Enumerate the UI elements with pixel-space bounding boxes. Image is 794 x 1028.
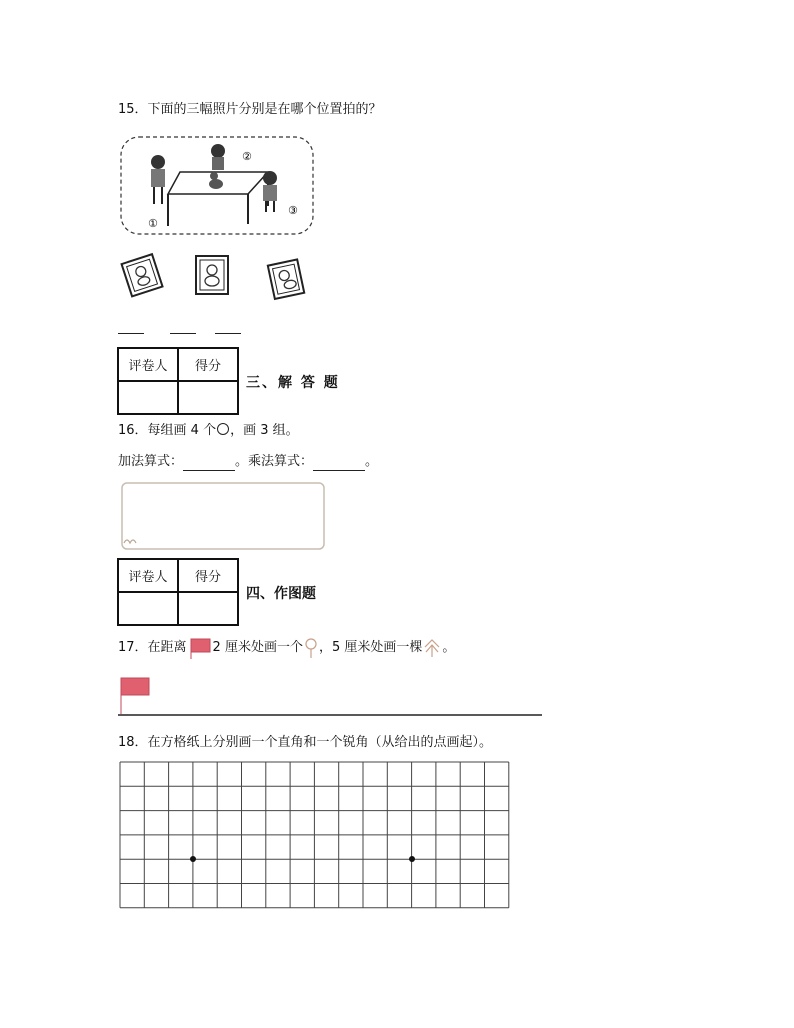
q15-scene-illustration [118,134,318,239]
tree-icon [423,638,441,658]
score-cell[interactable] [178,381,238,414]
q17-text-1: 17．在距离 [118,640,187,655]
score-header-grader: 评卷人 [118,348,178,381]
answer-blank-3[interactable] [215,333,241,334]
section4-title: 四、作图题 [246,586,316,602]
q17-text [118,637,455,659]
drawing-box[interactable] [118,481,326,551]
addition-blank[interactable] [183,470,235,471]
q17-drawing-line[interactable] [116,674,546,718]
section3-score-table [117,347,239,415]
photo-2 [190,252,236,298]
girl-right-figure [263,171,277,212]
answer-blank-1[interactable] [118,333,144,334]
multiplication-label: 。乘法算式： [235,454,314,469]
start-flag-icon [121,678,149,695]
q17-text-2: 2 厘米处画一个 [212,640,303,655]
grader-cell[interactable] [118,381,178,414]
score-cell[interactable] [178,592,238,625]
q17-text-4: 。 [442,640,456,655]
square-grid[interactable] [118,760,512,912]
marker-3: ③ [288,204,298,217]
marker-2: ② [242,150,252,163]
girl-left-figure [151,155,165,204]
circle-icon [217,423,229,435]
q17-text-3: ，5 厘米处画一棵 [318,640,423,655]
score-header-grader: 评卷人 [118,559,178,592]
section3-title: 三、解 答 题 [246,375,340,391]
q16-text-before: 16．每组画 4 个 [118,423,217,438]
toy-on-table [209,179,223,189]
marker-1: ① [148,217,158,230]
score-header-score: 得分 [178,348,238,381]
balloon-icon [304,638,318,658]
q18-text: 18．在方格纸上分别画一个直角和一个锐角（从给出的点画起）。 [118,735,493,750]
addition-label: 加法算式： [118,454,184,469]
answer-blank-2[interactable] [170,333,196,334]
flag-icon [188,637,212,659]
multiplication-blank[interactable] [313,470,365,471]
equations-end: 。 [365,454,379,469]
photo-3 [264,256,310,302]
grader-cell[interactable] [118,592,178,625]
q15-text: 15．下面的三幅照片分别是在哪个位置拍的？ [118,102,382,117]
section4-score-table [117,558,239,626]
photo-1 [118,252,168,298]
q16-equations [118,453,378,471]
boy-middle-figure [211,144,225,170]
q16-text-after: ，画 3 组。 [230,423,299,438]
q16-text [118,422,299,440]
score-header-score: 得分 [178,559,238,592]
start-point-right[interactable] [409,856,415,862]
start-point-left[interactable] [190,856,196,862]
